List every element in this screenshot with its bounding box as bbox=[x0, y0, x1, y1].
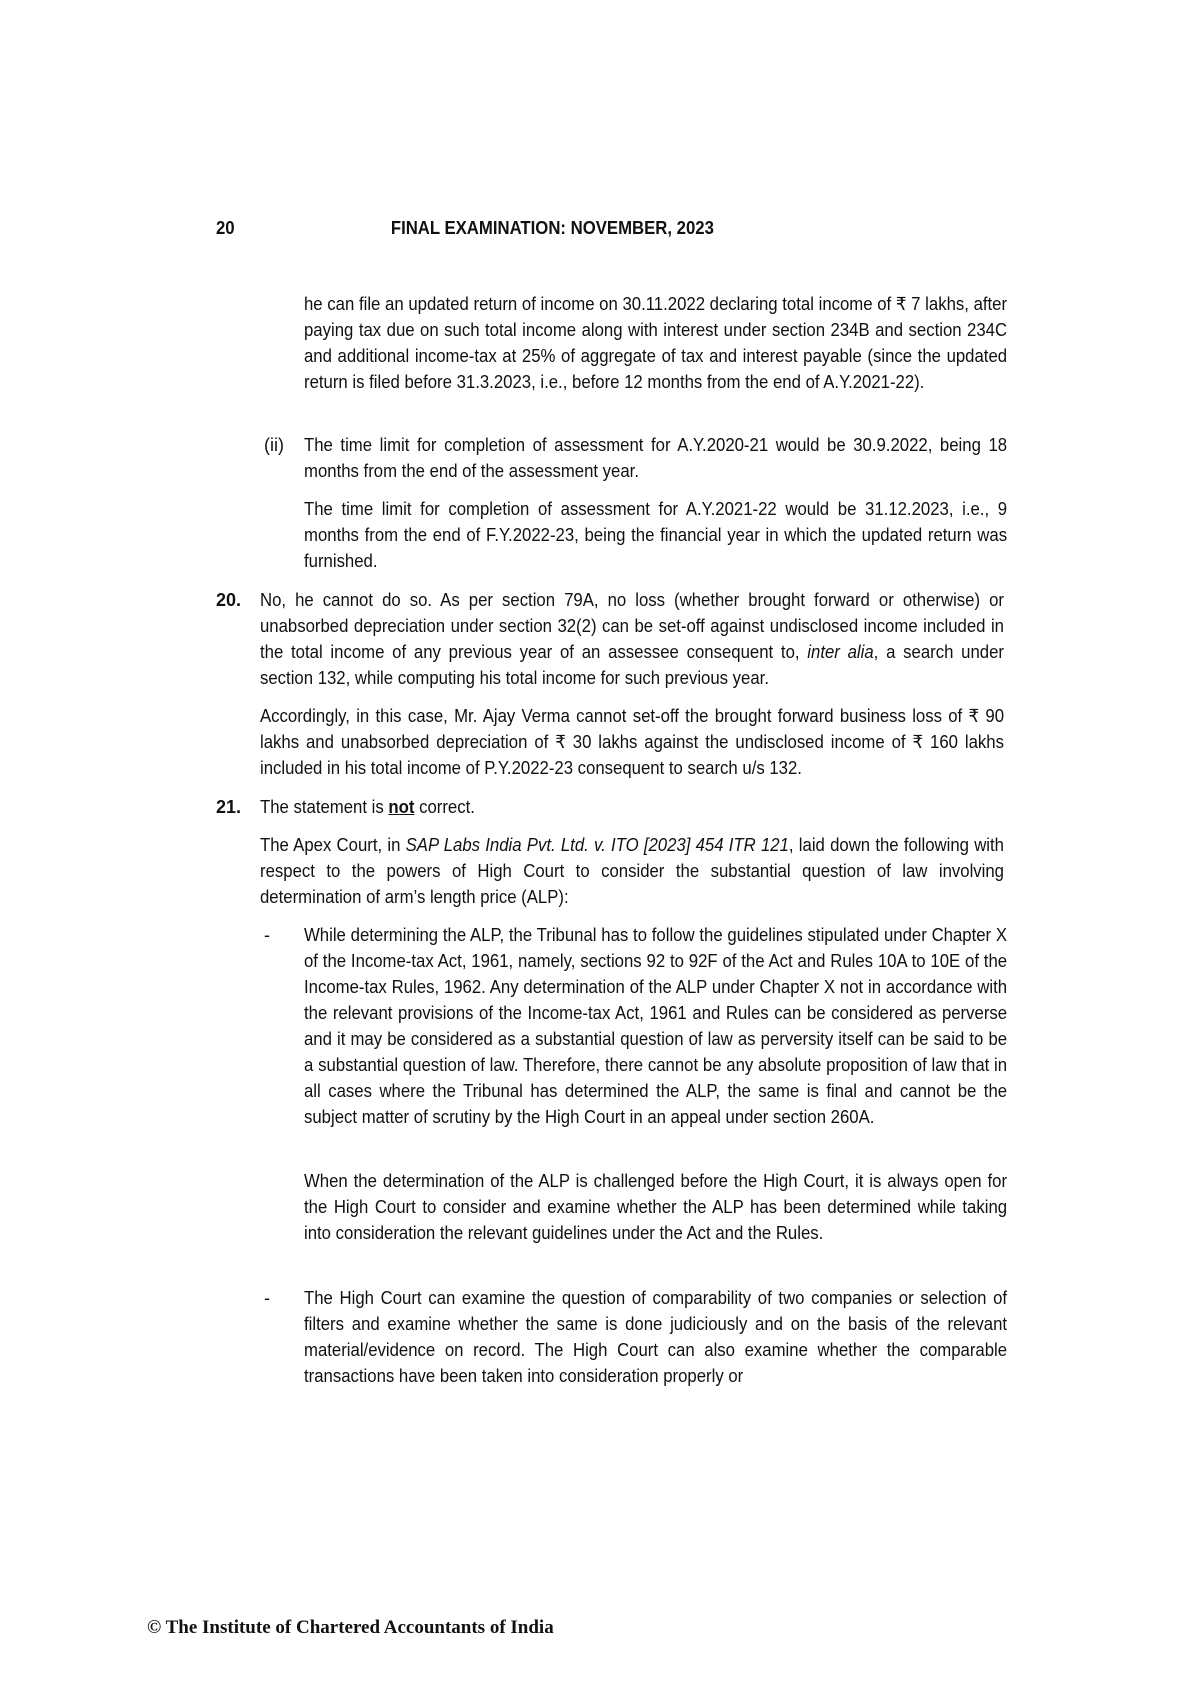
bullet-1-paragraph-2: When the determination of the ALP is challenged before the High Court, it is always open for the High Court to consider and examine whether the ALP has been determined while taking into consideration the relevant guidelines under the Act and the Rules. bbox=[304, 1171, 1008, 1243]
page-number: 20 bbox=[216, 218, 235, 238]
q20-text-2: , a search under section 132, while computing his total income for such previous year. bbox=[260, 642, 1004, 688]
q21-statement bbox=[260, 794, 1004, 820]
q21-case-citation: SAP Labs India Pvt. Ltd. v. ITO [2023] 454 ITR 121 bbox=[405, 835, 789, 855]
q21-text-1: The Apex Court, in bbox=[260, 835, 406, 855]
q21-statement-text-2: correct. bbox=[414, 797, 475, 817]
q20-paragraph-2: Accordingly, in this case, Mr. Ajay Verma cannot set-off the brought forward business loss of ₹ 90 lakhs and unabsorbed depreciation of ₹ 30 lakhs against the undisclosed income of ₹ 160 lakhs included in his total income of P.Y.2022-23 consequent to search u/s 132. bbox=[260, 706, 1004, 778]
q21-statement-emphasis: not bbox=[388, 797, 415, 817]
page-header bbox=[216, 218, 960, 248]
item-ii-paragraph-2: The time limit for completion of assessment for A.Y.2021-22 would be 31.12.2023, i.e., 9 months from the end of F.Y.2022-23, being the financial year in which the updated return was furnished. bbox=[304, 499, 1008, 571]
q20-number: 20. bbox=[216, 590, 242, 610]
bullet-1-paragraph-1: While determining the ALP, the Tribunal has to follow the guidelines stipulated under Chapter X of the Income-tax Act, 1961, namely, sections 92 to 92F of the Act and Rules 10A to 10E of the Income-tax Rules, 1962. Any determination of the ALP under Chapter X not in accordance with the relevant provisions of the Income-tax Act, 1961 and Rules can be considered as perverse and it may be considered as a substantial question of law as perversity itself can be said to be a substantial question of law. Therefore, there cannot be any absolute proposition of law that in all cases where the Tribunal has determined the ALP, the same is final and cannot be the subject matter of scrutiny by the High Court in an appeal under section 260A. bbox=[304, 925, 1008, 1127]
q20-paragraph-1 bbox=[260, 587, 1004, 691]
exam-title: FINAL EXAMINATION: NOVEMBER, 2023 bbox=[390, 218, 714, 238]
bullet-2-marker: - bbox=[264, 1288, 270, 1308]
q21-paragraph-2 bbox=[260, 832, 1004, 910]
item-ii-label: (ii) bbox=[264, 435, 284, 455]
copyright-footer: © The Institute of Chartered Accountants of India bbox=[147, 1617, 554, 1638]
q21-statement-text-1: The statement is bbox=[260, 797, 389, 817]
bullet-1-marker: - bbox=[264, 925, 270, 945]
q20-text-1: No, he cannot do so. As per section 79A, no loss (whether brought forward or otherwise) or unabsorbed depreciation under section 32(2) can be set-off against undisclosed income included in the total income of any previous year of an assessee consequent to, bbox=[260, 590, 1004, 662]
q21-number: 21. bbox=[216, 797, 242, 817]
item-ii-paragraph-1: The time limit for completion of assessment for A.Y.2020-21 would be 30.9.2022, being 18 months from the end of the assessment year. bbox=[304, 435, 1008, 481]
q21-text-2: , laid down the following with respect to the powers of High Court to consider the substantial question of law involving determination of arm’s length price (ALP): bbox=[260, 835, 1004, 907]
bullet-2-paragraph-1: The High Court can examine the question of comparability of two companies or selection of filters and examine whether the same is done judiciously and on the basis of the relevant material/evidence on record. The High Court can also examine whether the comparable transactions have been taken into consideration properly or bbox=[304, 1288, 1008, 1386]
q20-italic-term: inter alia bbox=[807, 642, 874, 662]
continuation-paragraph: he can file an updated return of income on 30.11.2022 declaring total income of ₹ 7 lakhs, after paying tax due on such total income along with interest under section 234B and section 234C and additional income-tax at 25% of aggregate of tax and interest payable (since the updated return is filed before 31.3.2023, i.e., before 12 months from the end of A.Y.2021-22). bbox=[304, 294, 1008, 392]
